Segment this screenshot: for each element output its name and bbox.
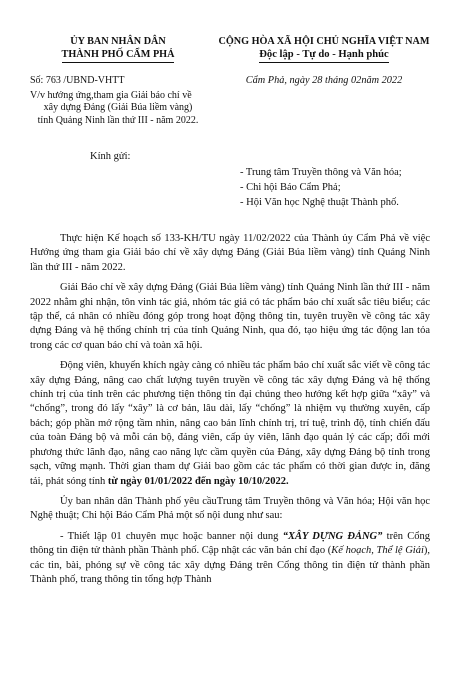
nation-line-1: CỘNG HÒA XÃ HỘI CHỦ NGHĨA VIỆT NAM	[218, 36, 430, 47]
issuing-organization	[30, 36, 206, 63]
body-paragraph-4: Ủy ban nhân dân Thành phố yêu cầuTrung tâm Truyền thông và Văn hóa; Hội văn học Nghệ thuật; Chi hội Báo Cẩm Phả một số nội dung như sau:	[30, 495, 430, 522]
body-paragraph-1: Thực hiện Kế hoạch số 133-KH/TU ngày 11/02/2022 của Thành ủy Cẩm Phả về việc Hướng ứng tham gia Giải báo chí về xây dựng Đảng (Giải Búa liềm vàng) tỉnh Quảng Ninh lần thứ III - năm 2022.	[30, 233, 430, 273]
recipient-item: - Hội Văn học Nghệ thuật Thành phố.	[240, 197, 399, 208]
subject-line-1: V/v hướng ứng,tham gia Giải báo chí về	[30, 89, 192, 101]
document-reference	[30, 75, 206, 127]
place-date: Cẩm Phả, ngày 28 tháng 02năm 2022	[245, 75, 403, 86]
subject-line-2: xây dựng Đảng (Giải Búa liềm vàng)	[43, 102, 193, 113]
org-line-1: ỦY BAN NHÂN DÂN	[70, 36, 166, 47]
recipient-item: - Chi hội Báo Cẩm Phả;	[240, 182, 341, 193]
recipient-item: - Trung tâm Truyền thông và Văn hóa;	[240, 167, 402, 178]
national-motto	[218, 36, 430, 63]
document-page	[0, 36, 452, 676]
p5-text-c: trên Cổng thông tin điện tử thành phần Thành phố. Cập nhật các văn bản chỉ đạo (	[30, 530, 431, 557]
submission-period: từ ngày 01/01/2022 đến ngày 10/10/2022.	[107, 475, 289, 487]
nation-line-2: Độc lập - Tự do - Hạnh phúc	[259, 49, 389, 64]
subject-line-3: tỉnh Quảng Ninh lần thứ III - năm 2022.	[37, 114, 199, 126]
recipients-list	[240, 165, 430, 210]
body-paragraph-2: Giải Báo chí về xây dựng Đảng (Giải Búa liềm vàng) tỉnh Quảng Ninh lần thứ III - năm 2022 nhằm ghi nhận, tôn vinh tác giả, nhóm tác giả có tác phẩm báo chí xuất sắc tiêu biểu; các tập thể, cá nhân có nhiều đóng góp trong hoạt động thông tin, tuyên truyền về công tác xây dựng Đảng và hệ thống chính trị của tỉnh Quảng Ninh, qua đó, tạo hiệu ứng tác động lan tỏa trong các cơ quan báo chí và toàn xã hội.	[30, 282, 430, 351]
guiding-documents: Kế hoạch, Thể lệ Giải	[331, 545, 424, 557]
p5-text-a: - Thiết lập 01 chuyên mục hoặc banner nội dung	[60, 530, 283, 542]
body-paragraph-5	[30, 530, 430, 588]
body-paragraph-3	[30, 359, 430, 489]
document-header	[30, 36, 430, 63]
org-line-2: THÀNH PHỐ CẨM PHẢ	[62, 49, 175, 64]
paragraph-3-text: Động viên, khuyến khích ngày càng có nhiều tác phẩm báo chí xuất sắc viết về công tác xây dựng Đảng, nâng cao chất lượng tuyên truyền về công tác xây dựng Đảng và hệ thống chính trị của tỉnh trên các phương tiện thông tin đại chúng theo hướng kết hợp giữa “xây” và “chống”, trong đó lấy “xây” là cơ bản, lâu dài, lấy “chống” là nhiệm vụ thường xuyên, cấp bách; góp phần mở rộng tầm nhìn, nâng cao bản lĩnh chính trị, trí tuệ, trình độ, tính chiến đấu của toàn Đảng bộ và mỗi cán bộ, đảng viên, cấp ủy viên, lãnh đạo quản lý các cấp; đổi mới phương thức lãnh đạo, nâng cao năng lực cầm quyền của Đảng, xây dựng Đảng bộ tỉnh trong sạch, vững mạnh. Thời gian tham dự Giải bao gồm các tác phẩm có thời gian được in, đăng tải, phát sóng tính	[30, 360, 430, 487]
document-meta	[30, 75, 430, 127]
recipients-label: Kính gửi:	[90, 151, 131, 162]
p5-text-e: ), các tin, bài, phóng sự về công tác xây dựng Đảng trên Cổng thông tin điện tử thành phần Thành phố, trang thông tin tổng hợp Thành	[30, 545, 430, 585]
document-number: Số: 763 /UBND-VHTT	[30, 75, 125, 86]
column-title: “XÂY DỰNG ĐẢNG”	[282, 530, 383, 542]
